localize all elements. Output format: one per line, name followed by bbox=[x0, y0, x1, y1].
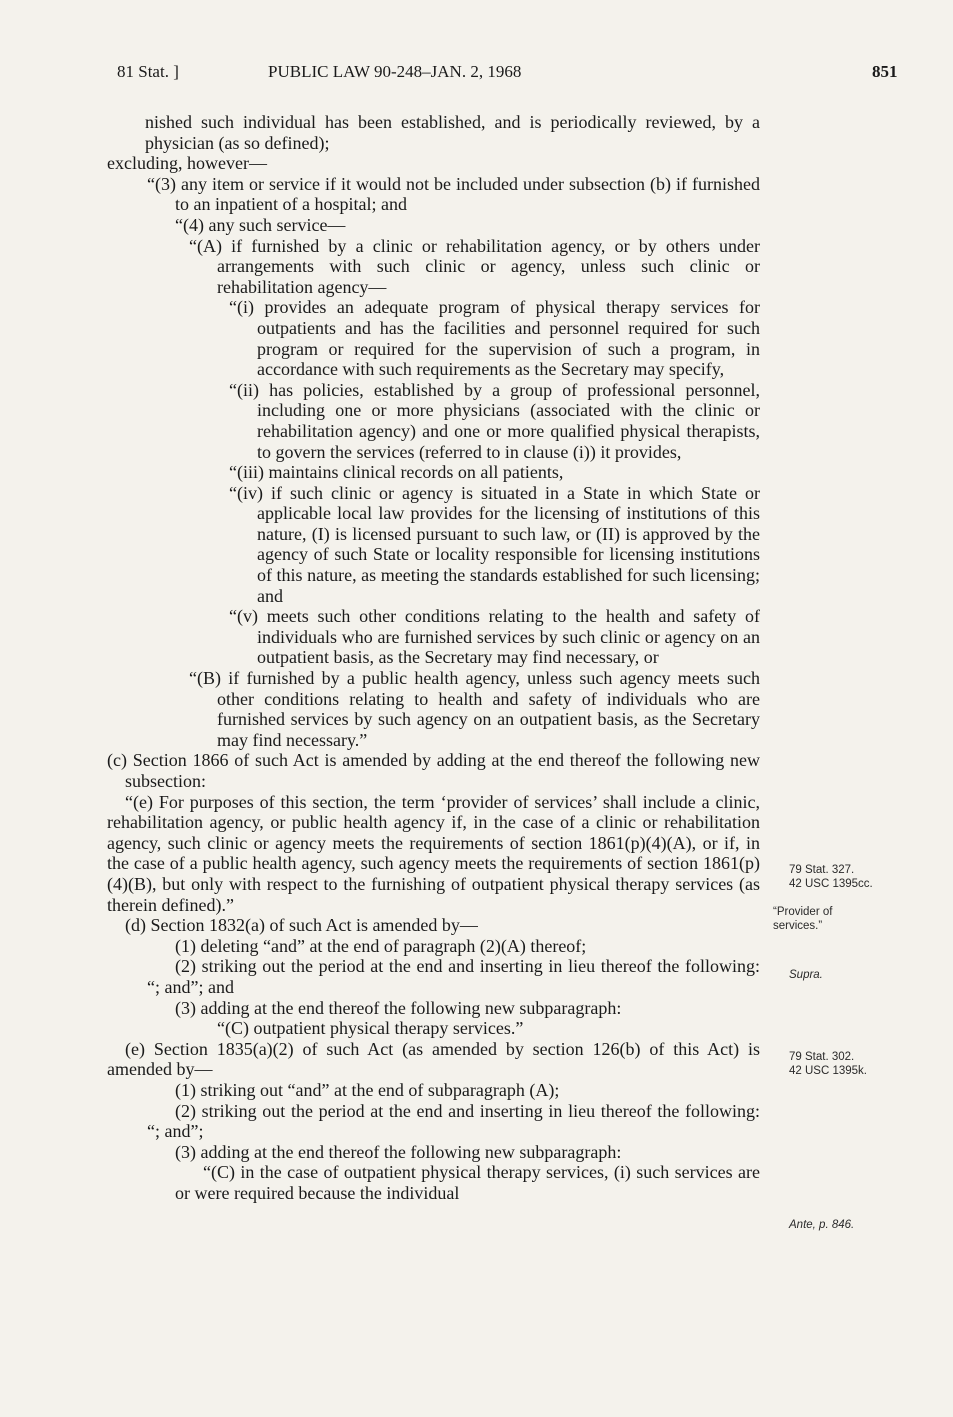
margin-note-79-stat-327: 79 Stat. 327. 42 USC 1395cc. bbox=[789, 864, 873, 890]
statute-paragraph: “(B) if furnished by a public health agency, unless such agency meets such other conditions relating to health and safety of individuals who are furnished services by such agency on an outpatient basis, as the Secretary may find necessary.” bbox=[189, 668, 760, 750]
statute-body bbox=[107, 112, 760, 1203]
statute-paragraph: “(v) meets such other conditions relating to the health and safety of individuals who are furnished services by such clinic or agency on an outpatient basis, as the Secretary may find necessary, or bbox=[229, 606, 760, 668]
statute-paragraph: “(i) provides an adequate program of physical therapy services for outpatients and has the facilities and personnel required for such program or required for the supervision of such a program, in accordance with such requirements as the Secretary may specify, bbox=[229, 297, 760, 380]
margin-note-ante: Ante, p. 846. bbox=[789, 1219, 855, 1231]
page-header bbox=[0, 62, 953, 86]
statute-paragraph: (2) striking out the period at the end and inserting in lieu thereof the following: “; and”; and bbox=[147, 956, 760, 997]
statute-paragraph: (e) Section 1835(a)(2) of such Act (as amended by section 126(b) of this Act) is amended by— bbox=[107, 1038, 760, 1080]
running-title: PUBLIC LAW 90-248–JAN. 2, 1968 bbox=[268, 62, 522, 81]
statute-volume: 81 Stat. ] bbox=[117, 62, 179, 81]
page-number: 851 bbox=[872, 62, 898, 81]
statute-paragraph: excluding, however— bbox=[107, 153, 267, 174]
margin-note-supra: Supra. bbox=[789, 969, 823, 981]
statute-paragraph: (3) adding at the end thereof the following new subparagraph: bbox=[175, 1141, 622, 1162]
statute-paragraph: “(ii) has policies, established by a group of professional personnel, including one or more physicians (associated with the clinic or rehabilitation agency) and one or more qualified physical therapists, to govern the services (referred to in clause (i)) it provides, bbox=[229, 379, 760, 462]
statute-paragraph: “(A) if furnished by a clinic or rehabilitation agency, or by others under arrangements with such clinic or agency, unless such clinic or rehabilitation agency— bbox=[189, 235, 760, 297]
statute-paragraph: (3) adding at the end thereof the following new subparagraph: bbox=[175, 997, 622, 1018]
statute-paragraph: (1) striking out “and” at the end of subparagraph (A); bbox=[175, 1079, 560, 1100]
statute-paragraph: “(C) outpatient physical therapy services.” bbox=[217, 1018, 524, 1039]
statute-paragraph: nished such individual has been established, and is periodically reviewed, by a physician (as so defined); bbox=[145, 112, 760, 153]
statute-paragraph: “(iv) if such clinic or agency is situated in a State in which State or applicable local law provides for the licensing of institutions of this nature, (I) is licensed pursuant to such law, or (II) is approved by the agency of such State or locality responsible for licensing institutions of this nature, as meeting the standards established for such licensing; and bbox=[229, 482, 760, 606]
statute-paragraph: (1) deleting “and” at the end of paragraph (2)(A) thereof; bbox=[175, 935, 587, 956]
margin-note-provider-of-services: “Provider of services.” bbox=[773, 906, 833, 932]
statute-paragraph: “(e) For purposes of this section, the term ‘provider of services’ shall include a clinic, rehabilitation agency, or public health agency if, in the case of a clinic or rehabilitation agency, such clinic or agency meets the requirements of section 1861(p)(4)(A), or if, in the case of a public health agency, such agency meets the requirements of section 1861(p)(4)(B), but only with respect to the furnishing of outpatient physical therapy services (as therein defined).” bbox=[107, 791, 760, 915]
statute-paragraph: “(4) any such service— bbox=[175, 214, 346, 235]
statute-paragraph: “(C) in the case of outpatient physical therapy services, (i) such services are or were required because the individual bbox=[175, 1162, 760, 1203]
statute-paragraph: (d) Section 1832(a) of such Act is amended by— bbox=[125, 915, 478, 936]
margin-note-79-stat-302: 79 Stat. 302. 42 USC 1395k. bbox=[789, 1051, 867, 1077]
statute-paragraph: (c) Section 1866 of such Act is amended by adding at the end thereof the following new subsection: bbox=[107, 750, 760, 791]
statute-paragraph: “(3) any item or service if it would not be included under subsection (b) if furnished to an inpatient of a hospital; and bbox=[147, 173, 760, 215]
statute-paragraph: “(iii) maintains clinical records on all patients, bbox=[229, 462, 564, 483]
statute-paragraph: (2) striking out the period at the end and inserting in lieu thereof the following: “; and”; bbox=[147, 1100, 760, 1142]
